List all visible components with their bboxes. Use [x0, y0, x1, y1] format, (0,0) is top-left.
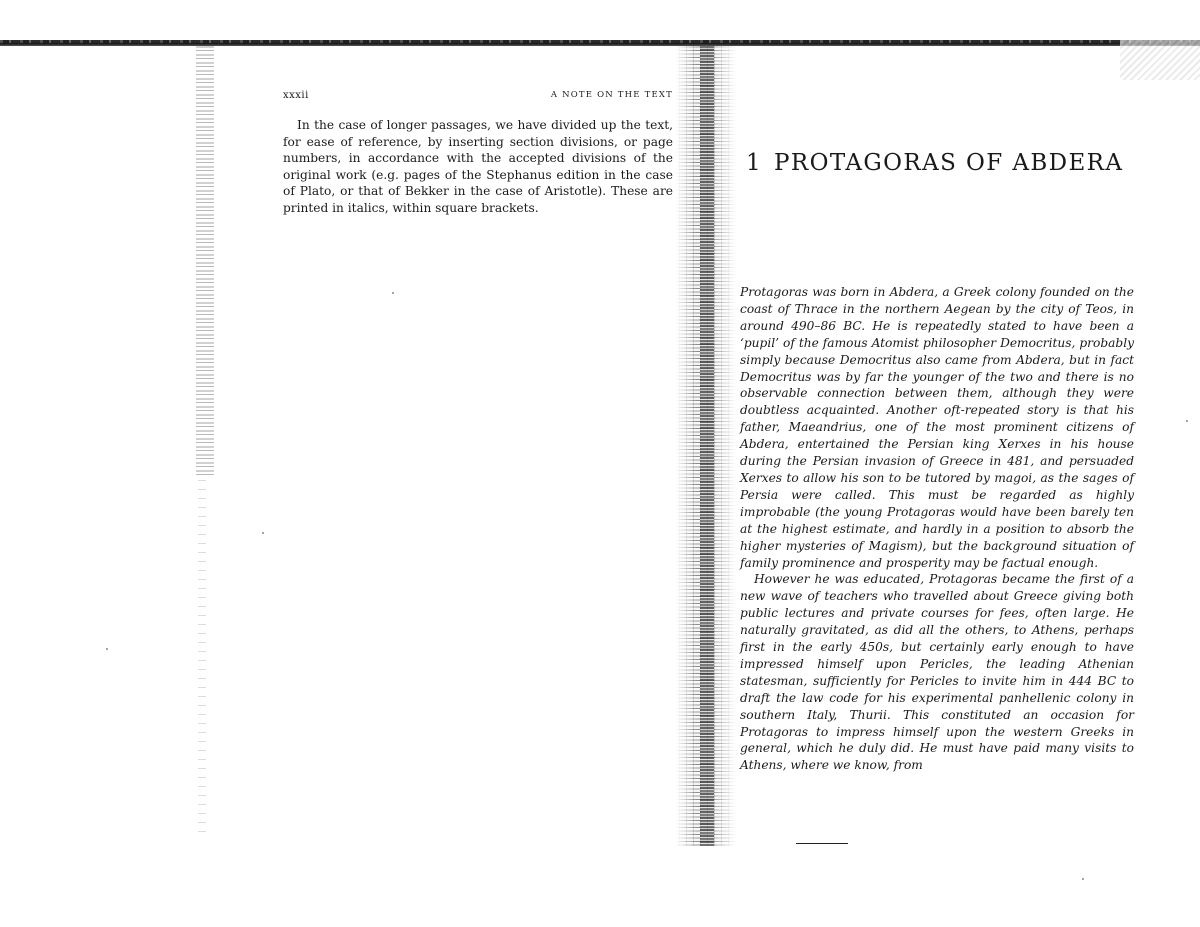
left-running-head: [283, 90, 673, 106]
body-paragraph: Protagoras was born in Abdera, a Greek colony founded on the coast of Thrace in the northern Aegean by the city of Teos, in around 490–86 BC. He is repeatedly stated to have been a ‘pupil’ of the famous Atomist philosopher Democritus, probably simply because Democritus also came from Abdera, but in fact Democritus was by far the younger of the two and there is no observable connection between them, although they were doubtless acquainted. Another oft-repeated story is that his father, Maeandrius, one of the most prominent citizens of Abdera, entertained the Persian king Xerxes in his house during the Persian invasion of Greece in 481, and persuaded Xerxes to allow his son to be tutored by magoi, as the sages of Persia were called. This must be regarded as highly improbable (the young Protagoras would have been barely ten at the highest estimate, and hardly in a position to absorb the higher mysteries of Magism), but the background situation of family prominence and prosperity may be factual enough.: [740, 285, 1134, 570]
scan-speck: [106, 648, 108, 650]
chapter-number: 1: [746, 150, 763, 176]
body-paragraph: However he was educated, Protagoras became the first of a new wave of teachers who travelled about Greece giving both public lectures and private courses for fees, often large. He naturally gravitated, as did all the others, to Athens, perhaps first in the early 450s, but certainly early enough to have impressed himself upon Pericles, the leading Athenian statesman, sufficiently for Pericles to invite him in 444 BC to draft the law code for his experimental panhellenic colony in southern Italy, Thurii. This constituted an occasion for Protagoras to impress himself upon the western Greeks in general, which he duly did. He must have paid many visits to Athens, where we know, from: [740, 572, 1134, 773]
note-paragraph: In the case of longer passages, we have divided up the text, for ease of reference, by inserting section divisions, or page numbers, in accordance with the accepted divisions of the original work (e.g. pages of the Stephanus edition in the case of Plato, or that of Bekker in the case of Aristotle). These are printed in italics, within square brackets.: [283, 118, 673, 215]
page-number: xxxii: [283, 90, 309, 101]
footnote-rule: [796, 843, 848, 844]
left-page-edge-shadow: [196, 46, 214, 476]
chapter-title: PROTAGORAS OF ABDERA: [774, 150, 1124, 176]
book-gutter-fold: [700, 46, 714, 846]
scan-top-edge: [0, 40, 1200, 46]
scan-speck: [262, 532, 264, 534]
scan-speck: [392, 292, 394, 294]
scan-speck: [1186, 420, 1188, 422]
chapter-heading: [746, 150, 1166, 176]
left-page-edge-speckle: [198, 480, 206, 840]
scan-corner-speckle: [1120, 40, 1200, 80]
chapter-body: [740, 284, 1134, 774]
running-head-title: A NOTE ON THE TEXT: [550, 90, 673, 100]
scan-speck: [1082, 878, 1084, 880]
